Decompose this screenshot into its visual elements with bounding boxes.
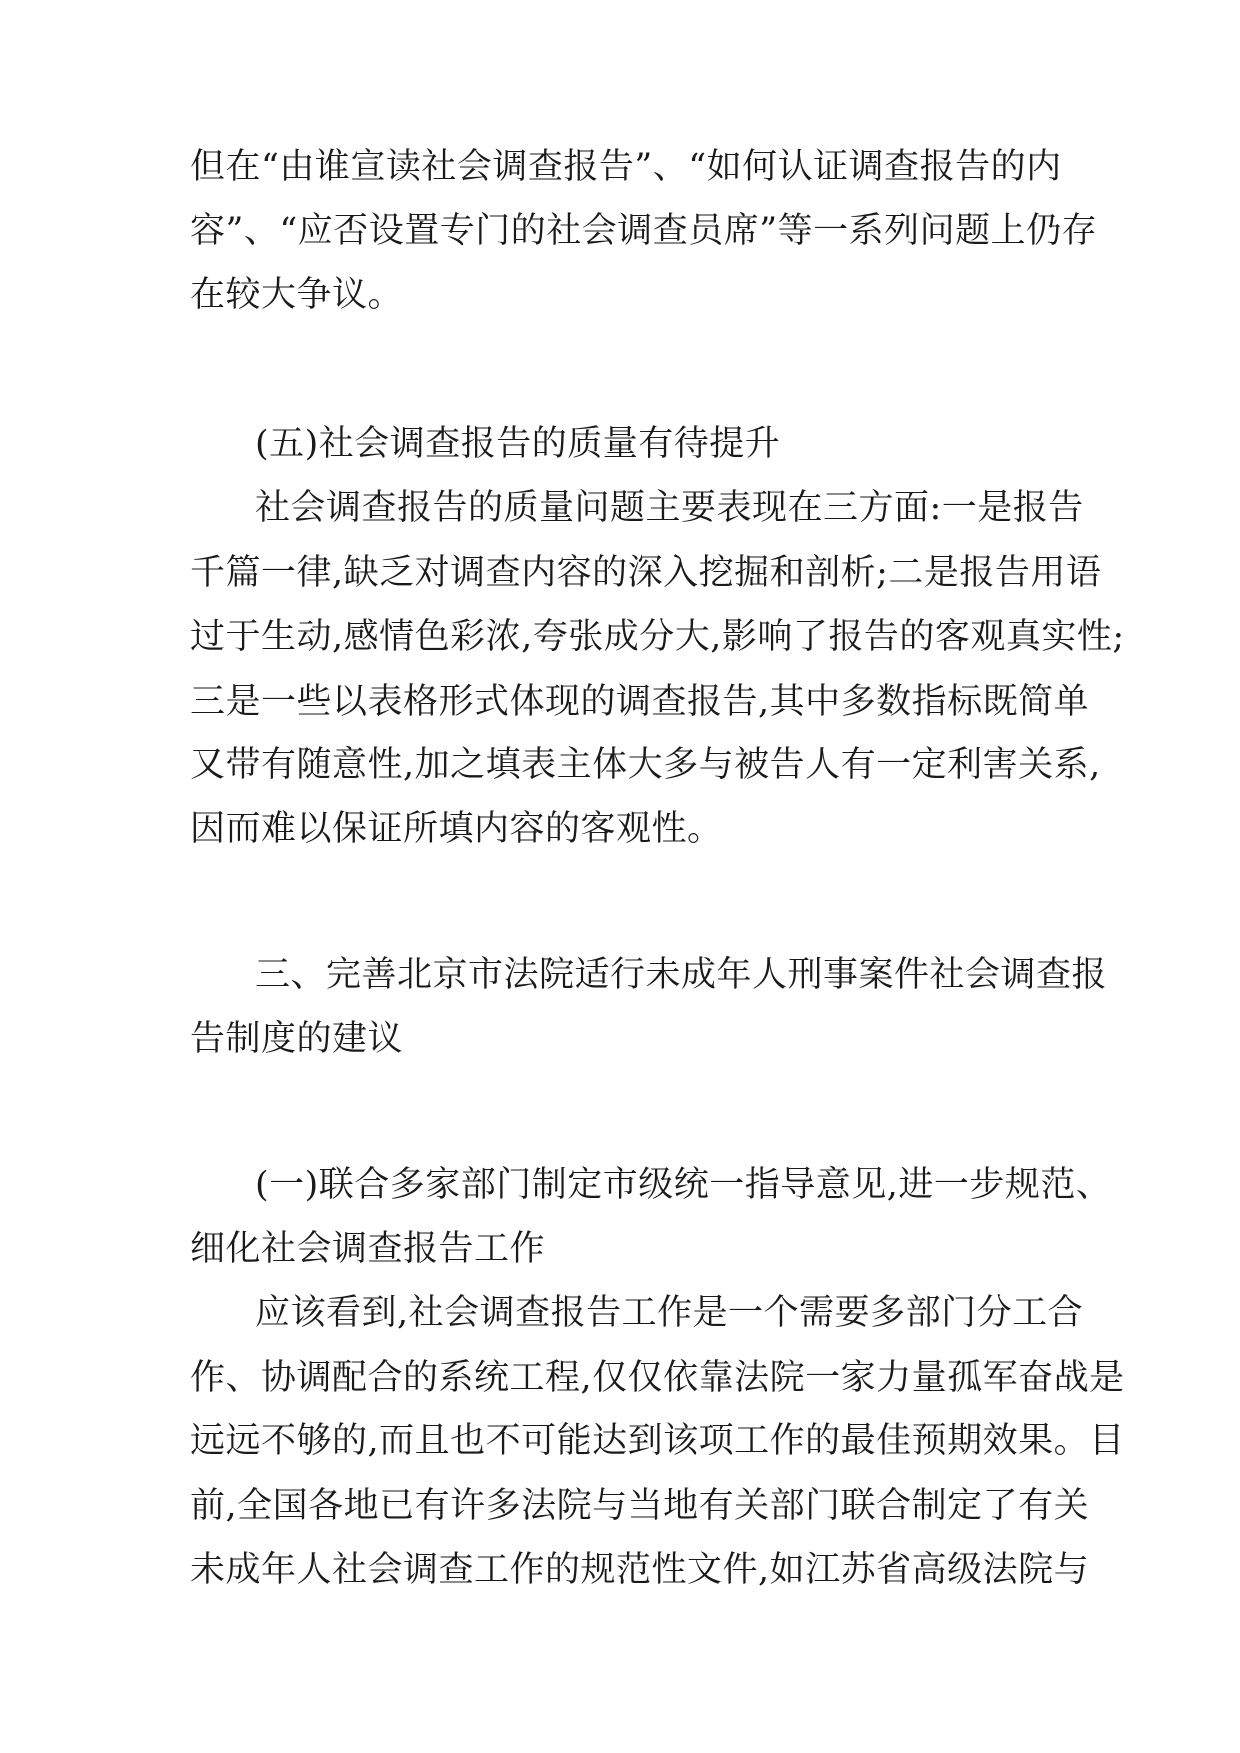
body-text-line: 三是一些以表格形式体现的调查报告,其中多数指标既简单	[190, 682, 1090, 722]
body-text-line: 千篇一律,缺乏对调查内容的深入挖掘和剖析;二是报告用语	[190, 553, 1102, 593]
chapter-heading: 三、完善北京市法院适行未成年人刑事案件社会调查报	[255, 955, 1108, 995]
section-heading: (五)社会调查报告的质量有待提升	[255, 424, 781, 464]
body-text-line: 容”、“应否设置专门的社会调查员席”等一系列问题上仍存	[190, 211, 1098, 251]
section-heading: 细化社会调查报告工作	[190, 1229, 546, 1269]
body-text-line: 因而难以保证所填内容的客观性。	[190, 809, 723, 849]
body-text-line: 作、协调配合的系统工程,仅仅依靠法院一家力量孤军奋战是	[190, 1358, 1125, 1398]
chapter-heading: 告制度的建议	[190, 1019, 404, 1059]
body-text-line: 但在“由谁宣读社会调查报告”、“如何认证调查报告的内	[190, 147, 1062, 187]
body-text-line: 社会调查报告的质量问题主要表现在三方面:一是报告	[255, 488, 1084, 528]
body-text-line: 应该看到,社会调查报告工作是一个需要多部门分工合	[255, 1293, 1084, 1333]
body-text-line: 在较大争议。	[190, 275, 404, 315]
body-text-line: 过于生动,感情色彩浓,夸张成分大,影响了报告的客观真实性;	[190, 617, 1125, 657]
body-text-line: 前,全国各地已有许多法院与当地有关部门联合制定了有关	[190, 1486, 1090, 1526]
section-heading: (一)联合多家部门制定市级统一指导意见,进一步规范、	[255, 1165, 1112, 1205]
body-text-line: 远远不够的,而且也不可能达到该项工作的最佳预期效果。目	[190, 1421, 1125, 1461]
body-text-line: 未成年人社会调查工作的规范性文件,如江苏省高级法院与	[190, 1550, 1090, 1590]
body-text-line: 又带有随意性,加之填表主体大多与被告人有一定利害关系,	[190, 745, 1101, 785]
